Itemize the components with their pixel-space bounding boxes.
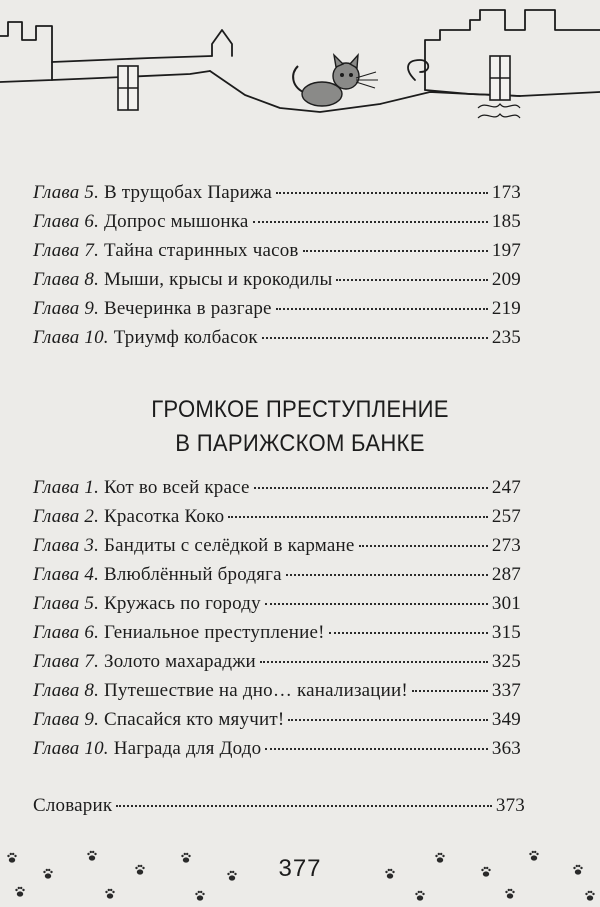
rooftop-cat-illustration (0, 0, 600, 140)
toc-entry[interactable] (33, 564, 521, 593)
dot-leader (260, 661, 488, 663)
dot-leader (288, 719, 488, 721)
chapter-title: Гениальное преступление! (103, 622, 325, 643)
chapter-title: Допрос мышонка (103, 211, 249, 232)
toc-entry[interactable] (33, 182, 521, 211)
paw-print-icon (195, 891, 204, 901)
chapter-title: Награда для Додо (113, 738, 262, 759)
page-number: 315 (491, 622, 521, 643)
toc-entry[interactable] (33, 477, 521, 506)
page-number: 349 (491, 709, 521, 730)
glossary-section (33, 795, 525, 824)
toc-entry[interactable] (33, 593, 521, 622)
dot-leader (254, 487, 488, 489)
chapter-title: Триумф колбасок (113, 327, 258, 348)
dot-leader (265, 748, 488, 750)
page-number: 325 (491, 651, 521, 672)
page-number-footer: 377 (278, 855, 322, 882)
page-number: 337 (491, 680, 521, 701)
page-number: 287 (491, 564, 521, 585)
page-number: 209 (491, 269, 521, 290)
chapter-title: Вечеринка в разгаре (103, 298, 272, 319)
dot-leader (329, 632, 488, 634)
dot-leader (412, 690, 488, 692)
toc-entry[interactable] (33, 506, 521, 535)
toc-entry[interactable] (33, 651, 521, 680)
chapter-title: Тайна старинных часов (103, 240, 299, 261)
dot-leader (276, 192, 488, 194)
page-number: 185 (491, 211, 521, 232)
toc-entry[interactable] (33, 535, 521, 564)
dot-leader (265, 603, 488, 605)
chapter-label: Глава 3. (33, 535, 100, 556)
glossary-title: Словарик (33, 795, 113, 816)
paw-print-icon (105, 889, 114, 899)
toc-entry[interactable] (33, 738, 521, 767)
page-number: 273 (491, 535, 521, 556)
toc-entry[interactable] (33, 240, 521, 269)
page-number: 363 (491, 738, 521, 759)
chapter-title: Золото махараджи (103, 651, 256, 672)
page-number: 257 (491, 506, 521, 527)
toc-entry[interactable] (33, 622, 521, 651)
toc-entry[interactable] (33, 269, 521, 298)
section-heading (24, 393, 576, 461)
chapter-title: Бандиты с селёдкой в кармане (103, 535, 355, 556)
paw-print-icon (415, 891, 424, 901)
toc-section-2 (33, 477, 521, 767)
toc-entry[interactable] (33, 298, 521, 327)
chapter-label: Глава 10. (33, 327, 109, 348)
dot-leader (276, 308, 488, 310)
chapter-label: Глава 7. (33, 651, 100, 672)
chapter-title: Путешествие на дно… канализации! (103, 680, 408, 701)
dot-leader (253, 221, 488, 223)
page-number: 247 (491, 477, 521, 498)
page-number: 197 (491, 240, 521, 261)
chapter-label: Глава 10. (33, 738, 109, 759)
toc-entry[interactable] (33, 680, 521, 709)
section-heading-line-1: ГРОМКОЕ ПРЕСТУПЛЕНИЕ (151, 396, 449, 423)
dot-leader (303, 250, 488, 252)
toc-entry[interactable] (33, 709, 521, 738)
dot-leader (286, 574, 488, 576)
chapter-label: Глава 5. (33, 593, 100, 614)
chapter-title: Влюблённый бродяга (103, 564, 282, 585)
chapter-label: Глава 5. (33, 182, 100, 203)
chapter-label: Глава 9. (33, 298, 100, 319)
chapter-label: Глава 9. (33, 709, 100, 730)
chapter-label: Глава 8. (33, 680, 100, 701)
chapter-title: Мыши, крысы и крокодилы (103, 269, 333, 290)
paw-print-icon (505, 889, 514, 899)
chapter-title: В трущобах Парижа (103, 182, 272, 203)
chapter-label: Глава 4. (33, 564, 100, 585)
chapter-label: Глава 8. (33, 269, 100, 290)
page-number: 301 (491, 593, 521, 614)
page-number: 219 (491, 298, 521, 319)
paw-print-icon (585, 891, 594, 901)
chapter-title: Спасайся кто мяучит! (103, 709, 285, 730)
chapter-title: Кот во всей красе (103, 477, 250, 498)
section-heading-line-2: В ПАРИЖСКОМ БАНКЕ (175, 430, 425, 457)
dot-leader (116, 805, 492, 807)
dot-leader (228, 516, 488, 518)
dot-leader (336, 279, 487, 281)
page-number: 373 (495, 795, 525, 816)
chapter-title: Красотка Коко (103, 506, 225, 527)
page-number: 173 (491, 182, 521, 203)
chapter-label: Глава 6. (33, 211, 100, 232)
chapter-label: Глава 6. (33, 622, 100, 643)
chapter-label: Глава 7. (33, 240, 100, 261)
page-number: 235 (491, 327, 521, 348)
dot-leader (262, 337, 488, 339)
toc-entry[interactable] (33, 327, 521, 356)
glossary-entry[interactable] (33, 795, 525, 824)
chapter-label: Глава 1. (33, 477, 100, 498)
chapter-label: Глава 2. (33, 506, 100, 527)
paw-print-icon (15, 887, 24, 897)
dot-leader (359, 545, 488, 547)
toc-section-1 (33, 182, 521, 356)
toc-entry[interactable] (33, 211, 521, 240)
chapter-title: Кружась по городу (103, 593, 261, 614)
